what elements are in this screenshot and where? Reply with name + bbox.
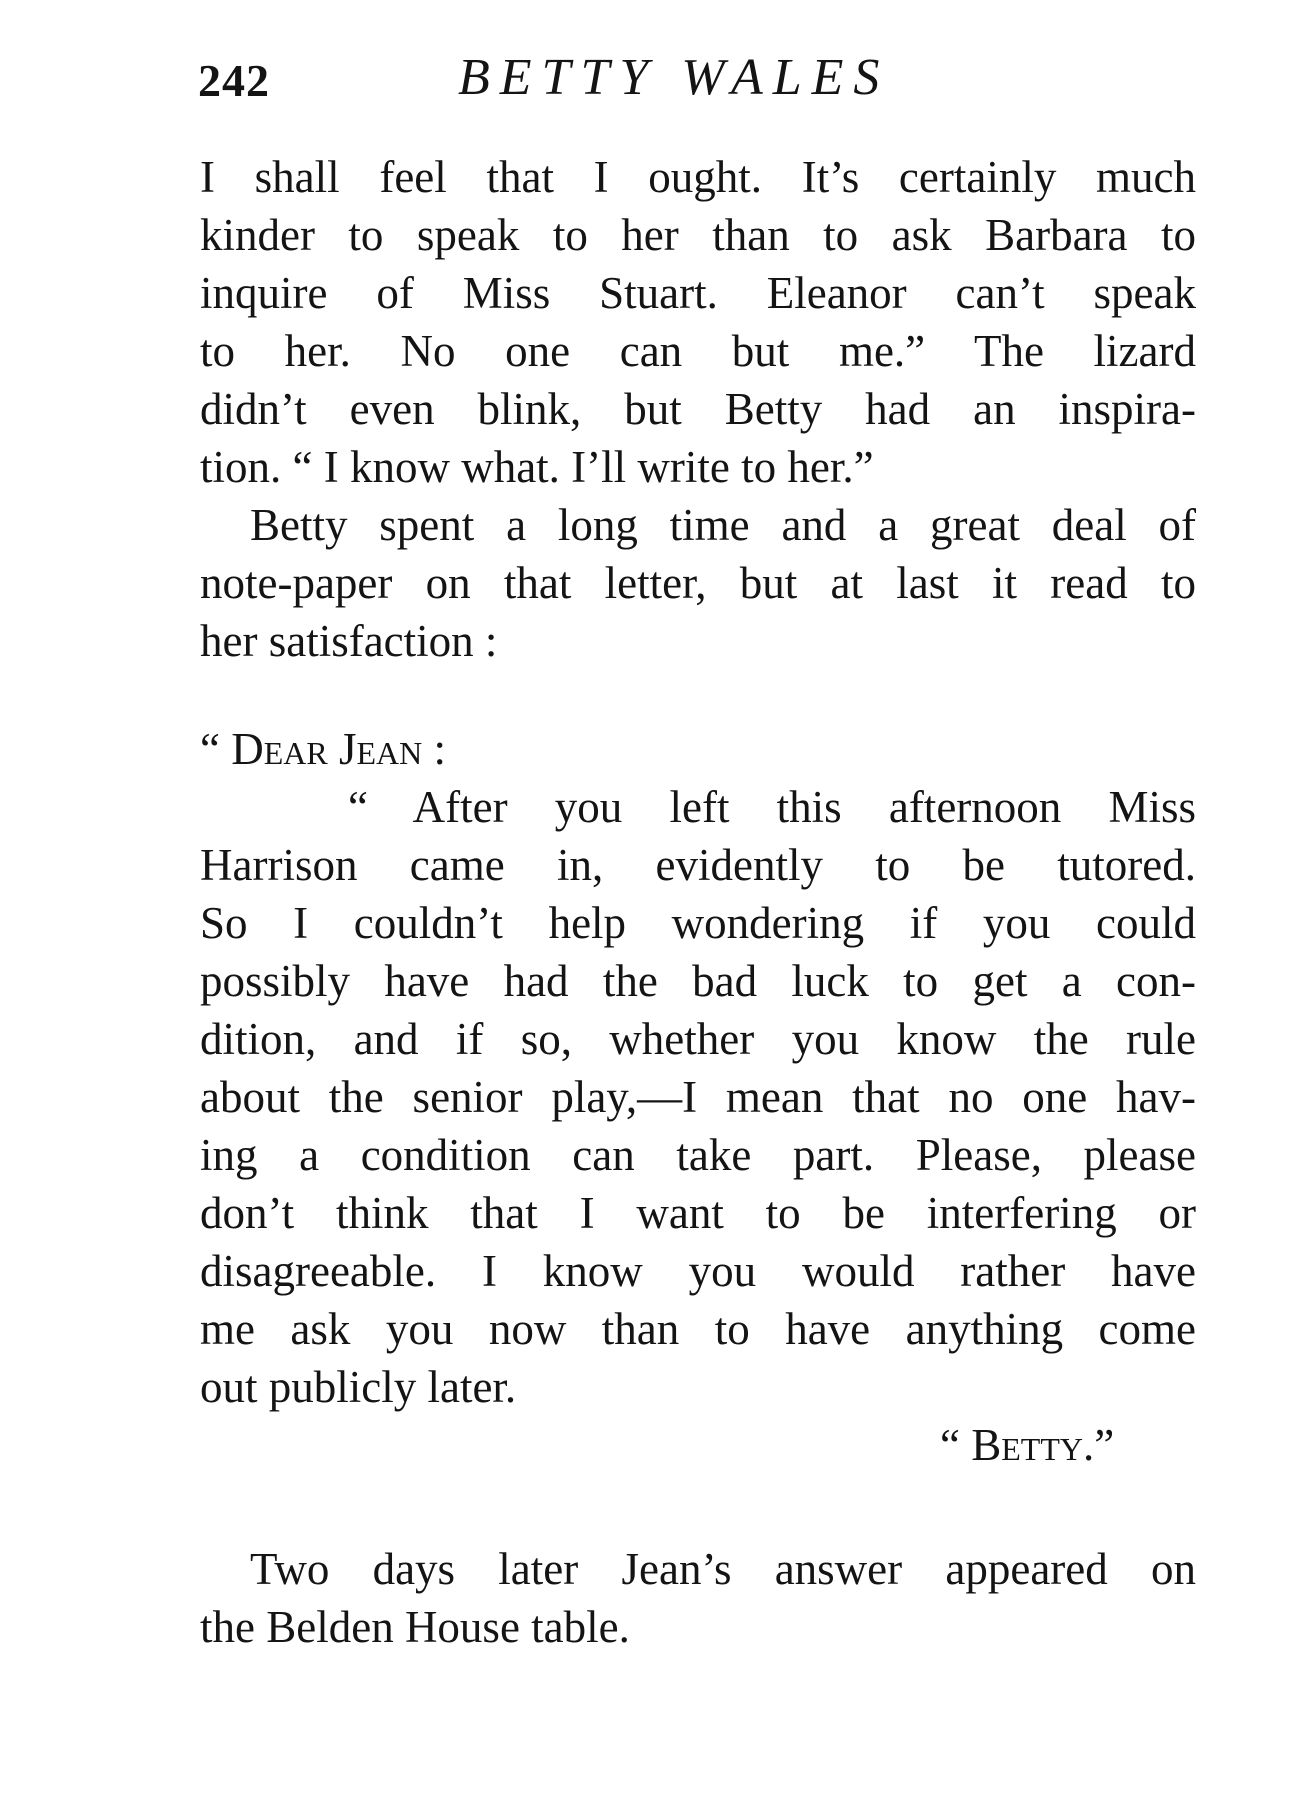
paragraph: [200, 496, 1196, 670]
text-line: note-paper on that letter, but at last it read to: [200, 558, 1196, 608]
spacer: [200, 670, 1196, 720]
paragraph: [200, 1540, 1196, 1656]
text-line: Betty spent a long time and a great deal of: [250, 500, 1196, 550]
letter-salutation: “ Dear Jean :: [200, 724, 447, 774]
letter: [200, 720, 1196, 1474]
text-line: possibly have had the bad luck to get a con-: [200, 956, 1196, 1006]
text-line: to her. No one can but me.” The lizard: [200, 326, 1196, 376]
body-text: [200, 148, 1196, 1656]
text-line: me ask you now than to have anything come: [200, 1304, 1196, 1354]
text-line: “ After you left this afternoon Miss: [348, 782, 1196, 832]
text-line: tion. “ I know what. I’ll write to her.”: [200, 442, 874, 492]
text-line: about the senior play,—I mean that no one hav-: [200, 1072, 1196, 1122]
text-line: her satisfaction :: [200, 616, 498, 666]
text-line: kinder to speak to her than to ask Barbara to: [200, 210, 1196, 260]
spacer: [200, 1474, 1196, 1540]
page-number: 242: [198, 55, 270, 106]
text-line: don’t think that I want to be interfering or: [200, 1188, 1196, 1238]
text-line: I shall feel that I ought. It’s certainly much: [200, 152, 1196, 202]
text-line: So I couldn’t help wondering if you could: [200, 898, 1196, 948]
text-line: out publicly later.: [200, 1362, 517, 1412]
text-line: disagreeable. I know you would rather have: [200, 1246, 1196, 1296]
text-line: dition, and if so, whether you know the rule: [200, 1014, 1196, 1064]
text-line: didn’t even blink, but Betty had an inspira-: [200, 384, 1196, 434]
text-line: Harrison came in, evidently to be tutored.: [200, 840, 1196, 890]
letter-signature: “ Betty.”: [940, 1420, 1115, 1470]
text-line: the Belden House table.: [200, 1602, 630, 1652]
text-line: ing a condition can take part. Please, please: [200, 1130, 1196, 1180]
book-title: BETTY WALES: [458, 49, 890, 106]
running-head: [198, 48, 1198, 118]
text-line: Two days later Jean’s answer appeared on: [250, 1544, 1196, 1594]
paragraph: [200, 148, 1196, 496]
text-line: inquire of Miss Stuart. Eleanor can’t speak: [200, 268, 1196, 318]
